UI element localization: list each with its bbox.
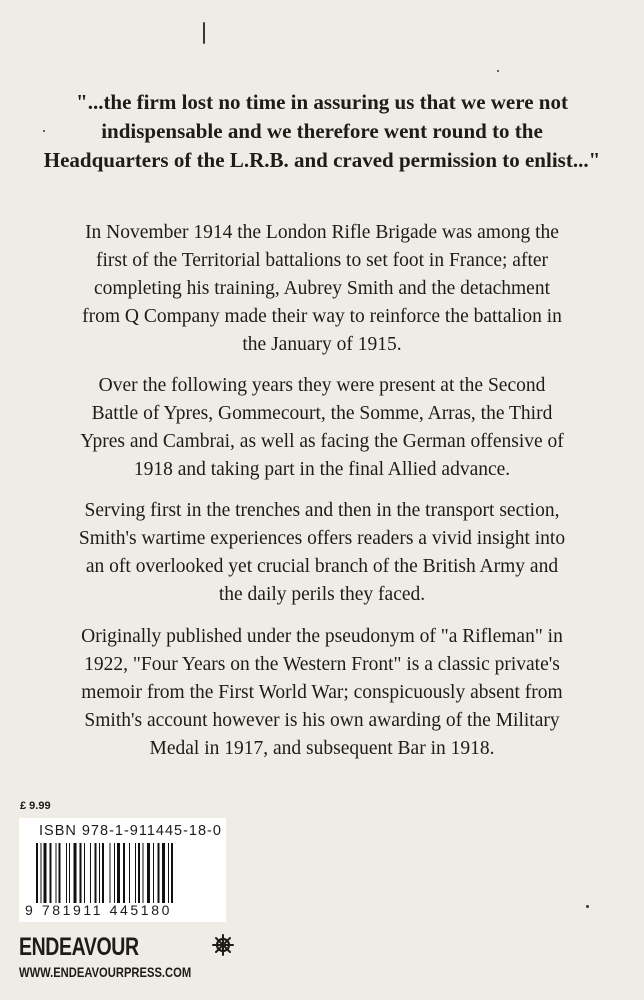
text-line: Ypres and Cambrai, as well as facing the German offensive of	[80, 431, 564, 452]
text-line: Smith's wartime experiences offers readers a vivid insight into	[78, 528, 566, 549]
barcode-digits: 9 781911 445180	[25, 902, 172, 918]
barcode-bar	[135, 843, 136, 903]
barcode-bar	[66, 843, 67, 903]
text-line: Serving first in the trenches and then in the transport section,	[84, 500, 560, 521]
barcode-bar	[162, 843, 165, 903]
barcode-image	[36, 843, 210, 903]
barcode-bar	[99, 843, 100, 903]
barcode-bar	[69, 843, 70, 903]
barcode-bar	[44, 843, 47, 903]
quote-line: Headquarters of the L.R.B. and craved permission to enlist..."	[43, 148, 601, 172]
text-line: memoir from the First World War; conspicuously absent from	[81, 682, 563, 703]
barcode-bar	[123, 843, 125, 903]
quote-line: "...the firm lost no time in assuring us that we were not	[76, 90, 568, 114]
barcode-block	[19, 818, 226, 922]
barcode-bar	[80, 843, 82, 903]
barcode-bar	[171, 843, 173, 903]
scan-speck	[497, 70, 499, 72]
barcode-bar	[117, 843, 120, 903]
barcode-bar	[56, 843, 57, 903]
barcode-bar	[59, 843, 61, 903]
isbn-label: ISBN 978-1-911445-18-0	[39, 823, 222, 839]
text-line: Originally published under the pseudonym of "a Rifleman" in	[81, 626, 563, 647]
scan-speck	[586, 905, 589, 908]
barcode-bar	[102, 843, 104, 903]
barcode-bar	[41, 843, 42, 903]
barcode-bar	[95, 843, 97, 903]
barcode-bar	[90, 843, 91, 903]
text-line: Battle of Ypres, Gommecourt, the Somme, Arras, the Third	[91, 403, 553, 424]
quote-line: indispensable and we therefore went round to the	[101, 119, 543, 143]
text-line: 1922, "Four Years on the Western Front" is a classic private's	[84, 654, 560, 675]
barcode-bar	[110, 843, 111, 903]
barcode-bar	[36, 843, 38, 903]
paragraph-1	[30, 219, 614, 359]
text-line: 1918 and taking part in the final Allied advance.	[133, 459, 511, 480]
ship-wheel-icon	[212, 934, 234, 961]
text-line: In November 1914 the London Rifle Brigade was among the	[85, 222, 559, 243]
text-line: Smith's account however is his own awarding of the Military	[84, 710, 560, 731]
barcode-bar	[114, 843, 115, 903]
barcode-bar	[84, 843, 85, 903]
text-line: first of the Territorial battalions to set foot in France; after	[95, 250, 549, 271]
scan-speck	[203, 22, 205, 44]
barcode-bar	[153, 843, 154, 903]
text-line: from Q Company made their way to reinforce the battalion in	[82, 306, 562, 327]
barcode-bar	[74, 843, 77, 903]
text-line: completing his training, Aubrey Smith and the detachment	[94, 278, 550, 299]
text-line: Medal in 1917, and subsequent Bar in 1918.	[149, 738, 495, 759]
barcode-bar	[147, 843, 150, 903]
barcode-bar	[129, 843, 130, 903]
publisher-website: WWW.ENDEAVOURPRESS.COM	[19, 964, 192, 980]
text-line: an oft overlooked yet crucial branch of the British Army and	[85, 556, 559, 577]
barcode-bar	[158, 843, 160, 903]
barcode-bar	[168, 843, 169, 903]
text-line: the January of 1915.	[242, 334, 402, 355]
publisher-name: ENDEAVOUR	[19, 933, 139, 961]
barcode-bar	[50, 843, 52, 903]
text-line: Over the following years they were present at the Second	[98, 375, 546, 396]
paragraph-2	[30, 372, 614, 484]
paragraph-3	[30, 497, 614, 609]
barcode-bar	[138, 843, 140, 903]
paragraph-4	[30, 623, 614, 763]
barcode-bar	[143, 843, 144, 903]
text-line: the daily perils they faced.	[218, 584, 426, 605]
pull-quote	[30, 88, 614, 175]
price-label: £ 9.99	[20, 800, 51, 812]
